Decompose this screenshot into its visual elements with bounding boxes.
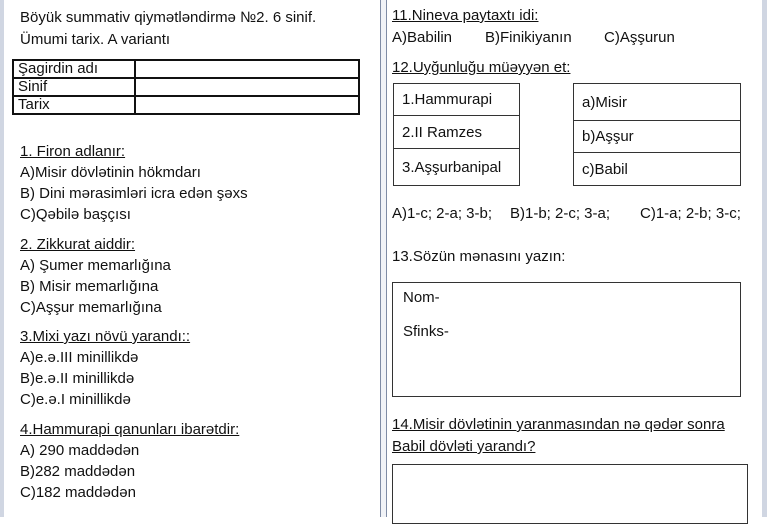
right-page-edge <box>762 0 767 517</box>
question-11-option-c: C)Aşşurun <box>604 29 675 46</box>
student-name-field[interactable] <box>135 60 359 78</box>
date-row <box>13 96 359 114</box>
student-name-row <box>13 60 359 78</box>
match-left-item-3-label: 3.Aşşurbanipal <box>402 158 502 176</box>
question-12-title: 12.Uyğunluğu müəyyən et: <box>392 59 571 76</box>
match-right-item-a <box>573 83 741 121</box>
question-4-title: 4.Hammurapi qanunları ibarətdir: <box>20 421 240 438</box>
class-row <box>13 78 359 96</box>
question-3-title: 3.Mixi yazı növü yarandı:: <box>20 328 191 345</box>
student-info-table <box>12 59 360 115</box>
question-3-option-a: A)e.ə.III minillikdə <box>20 349 139 366</box>
question-14-title-line-1: 14.Misir dövlətinin yaranmasından nə qədər sonra <box>392 416 725 433</box>
question-11-option-b: B)Finikiyanın <box>485 29 572 46</box>
header-line-2: Ümumi tarix. A variantı <box>20 31 171 48</box>
question-12-answer-b: B)1-b; 2-c; 3-a; <box>510 205 611 222</box>
question-12-answer-c: C)1-a; 2-b; 3-c; <box>640 205 741 222</box>
match-left-item-1 <box>393 83 520 116</box>
match-right-item-c-label: c)Babil <box>582 160 628 178</box>
question-14-title-line-2: Babil dövləti yarandı? <box>392 438 536 455</box>
column-divider <box>380 0 387 517</box>
question-2-option-b: B) Misir memarlığına <box>20 278 159 295</box>
match-right-item-b-label: b)Aşşur <box>582 128 634 145</box>
match-right-item-c <box>573 152 741 186</box>
match-left-item-1-label: 1.Hammurapi <box>402 91 493 108</box>
question-2-option-a: A) Şumer memarlığına <box>20 257 171 274</box>
question-1-option-c: C)Qəbilə başçısı <box>20 206 131 223</box>
match-left-item-3 <box>393 148 520 186</box>
left-page-edge <box>0 0 4 517</box>
match-right-item-b <box>573 120 741 153</box>
question-4-option-c: C)182 maddədən <box>20 484 136 501</box>
student-name-label: Şagirdin adı <box>13 60 135 78</box>
question-2-option-c: C)Aşşur memarlığına <box>20 299 162 316</box>
question-3-option-c: C)e.ə.I minillikdə <box>20 391 131 408</box>
question-2-title: 2. Zikkurat aiddir: <box>20 236 136 253</box>
date-field[interactable] <box>135 96 359 114</box>
match-left-item-2 <box>393 115 520 149</box>
term-sfinks: Sfinks- <box>403 323 449 340</box>
question-1-title: 1. Firon adlanır: <box>20 143 126 160</box>
question-14-answer-box[interactable] <box>392 464 748 524</box>
match-right-item-a-label: a)Misir <box>582 93 627 111</box>
question-4-option-a: A) 290 maddədən <box>20 442 140 459</box>
class-label: Sinif <box>13 78 135 96</box>
question-4-option-b: B)282 maddədən <box>20 463 136 480</box>
question-12-answer-a: A)1-c; 2-a; 3-b; <box>392 205 493 222</box>
date-label: Tarix <box>13 96 135 114</box>
question-11-option-a: A)Babilin <box>392 29 453 46</box>
term-nom: Nom- <box>403 289 440 306</box>
question-11-title: 11.Nineva paytaxtı idi: <box>392 7 539 24</box>
match-left-item-2-label: 2.II Ramzes <box>402 123 483 141</box>
class-field[interactable] <box>135 78 359 96</box>
question-3-option-b: B)e.ə.II minillikdə <box>20 370 135 387</box>
question-1-option-b: B) Dini mərasimləri icra edən şəxs <box>20 185 248 202</box>
question-13-title: 13.Sözün mənasını yazın: <box>392 248 566 265</box>
header-line-1: Böyük summativ qiymətləndirmə №2. 6 sinif. <box>20 9 317 26</box>
question-1-option-a: A)Misir dövlətinin hökmdarı <box>20 164 201 181</box>
